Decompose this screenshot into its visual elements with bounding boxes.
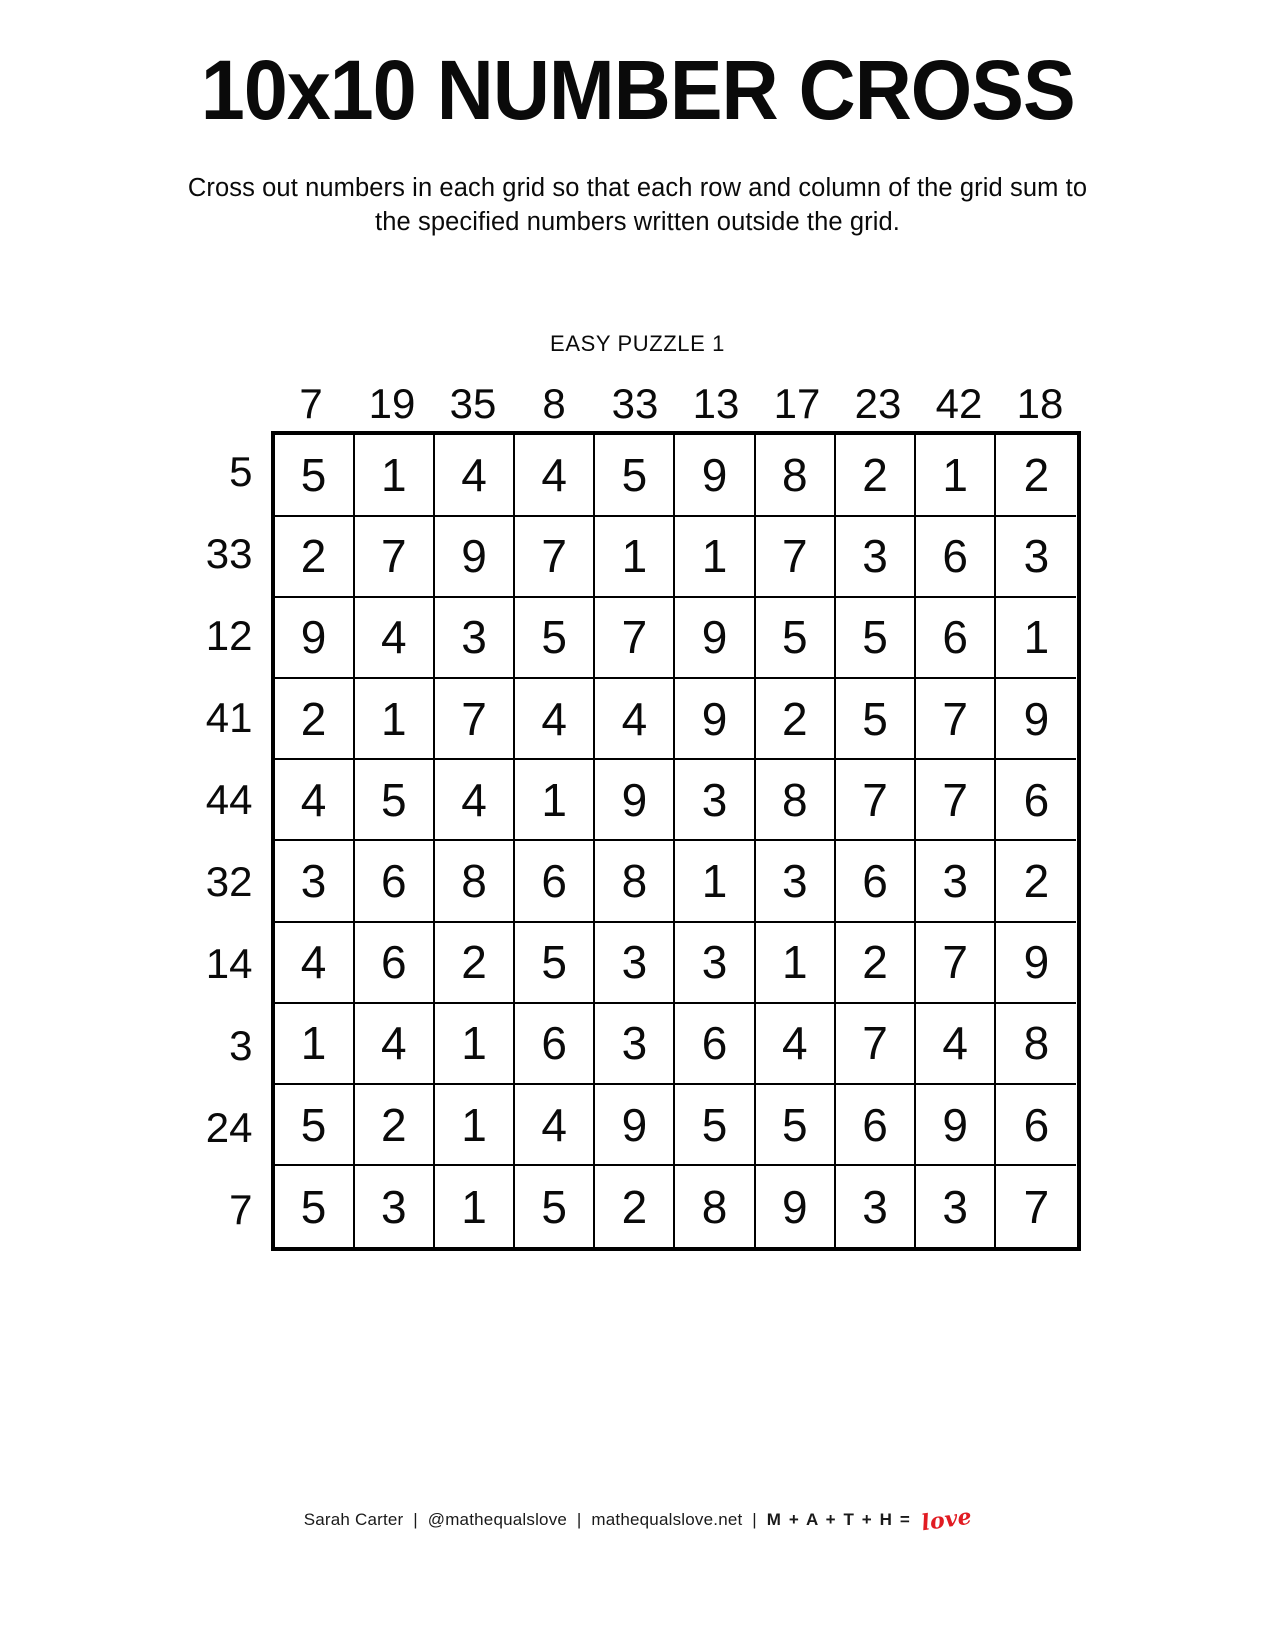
- puzzle-label: EASY PUZZLE 1: [550, 331, 725, 357]
- grid-cell[interactable]: 2: [836, 435, 916, 516]
- grid-cell[interactable]: 9: [275, 598, 355, 679]
- grid-cell[interactable]: 6: [355, 923, 435, 1004]
- row-sum: 44: [205, 776, 253, 824]
- grid-cell[interactable]: 4: [515, 435, 595, 516]
- grid-cell[interactable]: 5: [756, 598, 836, 679]
- grid-cell[interactable]: 5: [275, 435, 355, 516]
- grid-cell[interactable]: 7: [355, 517, 435, 598]
- footer-separator-3: |: [742, 1510, 767, 1529]
- grid-cell[interactable]: 1: [355, 435, 435, 516]
- grid-cell[interactable]: 9: [996, 679, 1076, 760]
- number-grid[interactable]: [271, 431, 1081, 1251]
- grid-cell[interactable]: 6: [355, 841, 435, 922]
- grid-cell[interactable]: 3: [355, 1166, 435, 1247]
- grid-cell[interactable]: 5: [836, 598, 916, 679]
- grid-cell[interactable]: 9: [675, 598, 755, 679]
- grid-cell[interactable]: 3: [595, 923, 675, 1004]
- grid-cell[interactable]: 3: [916, 1166, 996, 1247]
- column-sum: 33: [611, 380, 659, 428]
- footer-math-equation: M + A + T + H =: [766, 1510, 918, 1529]
- grid-cell[interactable]: 1: [435, 1166, 515, 1247]
- row-sums-column: [195, 431, 271, 1251]
- grid-cell[interactable]: 6: [836, 1085, 916, 1166]
- grid-cell[interactable]: 8: [675, 1166, 755, 1247]
- grid-cell[interactable]: 4: [515, 679, 595, 760]
- grid-cell[interactable]: 5: [836, 679, 916, 760]
- grid-cell[interactable]: 2: [355, 1085, 435, 1166]
- row-sum: 3: [229, 1022, 253, 1070]
- puzzle-container: [195, 375, 1081, 1251]
- grid-cell[interactable]: 2: [275, 517, 355, 598]
- grid-cell[interactable]: 3: [675, 923, 755, 1004]
- grid-cell[interactable]: 6: [836, 841, 916, 922]
- grid-cell[interactable]: 2: [836, 923, 916, 1004]
- instructions-text: Cross out numbers in each grid so that each row and column of the grid sum to the specified numbers written outside the grid.: [187, 174, 1088, 236]
- grid-cell[interactable]: 5: [515, 598, 595, 679]
- grid-cell[interactable]: 4: [435, 760, 515, 841]
- grid-cell[interactable]: 1: [756, 923, 836, 1004]
- grid-cell[interactable]: 6: [515, 1004, 595, 1085]
- grid-cell[interactable]: 2: [756, 679, 836, 760]
- grid-cell[interactable]: 2: [275, 679, 355, 760]
- page-title: 10x10 NUMBER CROSS: [200, 43, 1075, 137]
- grid-cell[interactable]: 9: [996, 923, 1076, 1004]
- row-sum: 33: [205, 530, 253, 578]
- footer-separator-1: |: [403, 1510, 428, 1529]
- grid-cell[interactable]: 4: [275, 923, 355, 1004]
- footer-love-script: love: [919, 1503, 974, 1537]
- grid-cell[interactable]: 5: [756, 1085, 836, 1166]
- footer-separator-2: |: [567, 1510, 592, 1529]
- grid-cell[interactable]: 1: [595, 517, 675, 598]
- column-sum: 17: [773, 380, 821, 428]
- column-sum: 7: [299, 380, 323, 428]
- grid-cell[interactable]: 4: [515, 1085, 595, 1166]
- grid-cell[interactable]: 7: [996, 1166, 1076, 1247]
- grid-cell[interactable]: 8: [435, 841, 515, 922]
- grid-cell[interactable]: 4: [756, 1004, 836, 1085]
- grid-cell[interactable]: 7: [756, 517, 836, 598]
- grid-cell[interactable]: 3: [836, 517, 916, 598]
- row-sum: 32: [205, 858, 253, 906]
- grid-cell[interactable]: 5: [275, 1166, 355, 1247]
- grid-cell[interactable]: 7: [515, 517, 595, 598]
- grid-cell[interactable]: 9: [756, 1166, 836, 1247]
- grid-cell[interactable]: 7: [435, 679, 515, 760]
- grid-cell[interactable]: 3: [595, 1004, 675, 1085]
- grid-cell[interactable]: 7: [836, 760, 916, 841]
- grid-cell[interactable]: 5: [275, 1085, 355, 1166]
- row-sum: 5: [229, 448, 253, 496]
- grid-cell[interactable]: 1: [675, 841, 755, 922]
- grid-cell[interactable]: 8: [756, 435, 836, 516]
- grid-cell[interactable]: 6: [996, 1085, 1076, 1166]
- grid-cell[interactable]: 5: [515, 1166, 595, 1247]
- grid-cell[interactable]: 3: [756, 841, 836, 922]
- column-sum: 23: [854, 380, 902, 428]
- grid-cell[interactable]: 4: [355, 1004, 435, 1085]
- grid-cell[interactable]: 3: [675, 760, 755, 841]
- grid-cell[interactable]: 1: [675, 517, 755, 598]
- column-sum: 35: [449, 380, 497, 428]
- grid-cell[interactable]: 7: [595, 598, 675, 679]
- grid-cell[interactable]: 8: [595, 841, 675, 922]
- grid-cell[interactable]: 6: [916, 517, 996, 598]
- grid-cell[interactable]: 1: [275, 1004, 355, 1085]
- grid-cell[interactable]: 1: [916, 435, 996, 516]
- grid-cell[interactable]: 9: [595, 760, 675, 841]
- grid-cell[interactable]: 8: [756, 760, 836, 841]
- grid-cell[interactable]: 2: [996, 435, 1076, 516]
- grid-cell[interactable]: 7: [916, 923, 996, 1004]
- footer: [0, 1503, 1275, 1537]
- grid-cell[interactable]: 5: [675, 1085, 755, 1166]
- footer-author: Sarah Carter: [303, 1510, 404, 1529]
- grid-cell[interactable]: 1: [515, 760, 595, 841]
- grid-cell[interactable]: 3: [916, 841, 996, 922]
- grid-cell[interactable]: 2: [595, 1166, 675, 1247]
- grid-cell[interactable]: 5: [355, 760, 435, 841]
- row-sum: 41: [205, 694, 253, 742]
- grid-cell[interactable]: 2: [435, 923, 515, 1004]
- grid-cell[interactable]: 1: [355, 679, 435, 760]
- grid-cell[interactable]: 3: [836, 1166, 916, 1247]
- grid-cell[interactable]: 9: [916, 1085, 996, 1166]
- grid-cell[interactable]: 7: [916, 679, 996, 760]
- grid-cell[interactable]: 9: [675, 679, 755, 760]
- column-sum: 18: [1016, 380, 1064, 428]
- row-sum: 12: [205, 612, 253, 660]
- grid-cell[interactable]: 3: [435, 598, 515, 679]
- grid-cell[interactable]: 1: [435, 1085, 515, 1166]
- grid-cell[interactable]: 3: [996, 517, 1076, 598]
- grid-cell[interactable]: 1: [996, 598, 1076, 679]
- column-sum: 8: [542, 380, 566, 428]
- grid-cell[interactable]: 5: [595, 435, 675, 516]
- row-sum: 14: [205, 940, 253, 988]
- row-sum: 7: [229, 1186, 253, 1234]
- column-sum: 42: [935, 380, 983, 428]
- grid-cell[interactable]: 8: [996, 1004, 1076, 1085]
- grid-cell[interactable]: 3: [275, 841, 355, 922]
- grid-cell[interactable]: 6: [996, 760, 1076, 841]
- grid-cell[interactable]: 4: [275, 760, 355, 841]
- grid-cell[interactable]: 9: [675, 435, 755, 516]
- grid-cell[interactable]: 4: [595, 679, 675, 760]
- footer-website: mathequalslove.net: [591, 1510, 743, 1529]
- footer-handle: @mathequalslove: [427, 1510, 568, 1529]
- grid-cell[interactable]: 6: [916, 598, 996, 679]
- grid-cell[interactable]: 7: [836, 1004, 916, 1085]
- grid-cell[interactable]: 2: [996, 841, 1076, 922]
- grid-cell[interactable]: 5: [515, 923, 595, 1004]
- grid-cell[interactable]: 9: [435, 517, 515, 598]
- grid-cell[interactable]: 4: [435, 435, 515, 516]
- column-sum: 13: [692, 380, 740, 428]
- grid-cell[interactable]: 1: [435, 1004, 515, 1085]
- grid-cell[interactable]: 6: [675, 1004, 755, 1085]
- grid-cell[interactable]: 4: [355, 598, 435, 679]
- column-sum: 19: [368, 380, 416, 428]
- grid-cell[interactable]: 9: [595, 1085, 675, 1166]
- grid-corner-spacer: [195, 375, 271, 431]
- row-sum: 24: [205, 1104, 253, 1152]
- grid-cell[interactable]: 4: [916, 1004, 996, 1085]
- column-sums-row: [271, 375, 1081, 431]
- grid-cell[interactable]: 7: [916, 760, 996, 841]
- grid-cell[interactable]: 6: [515, 841, 595, 922]
